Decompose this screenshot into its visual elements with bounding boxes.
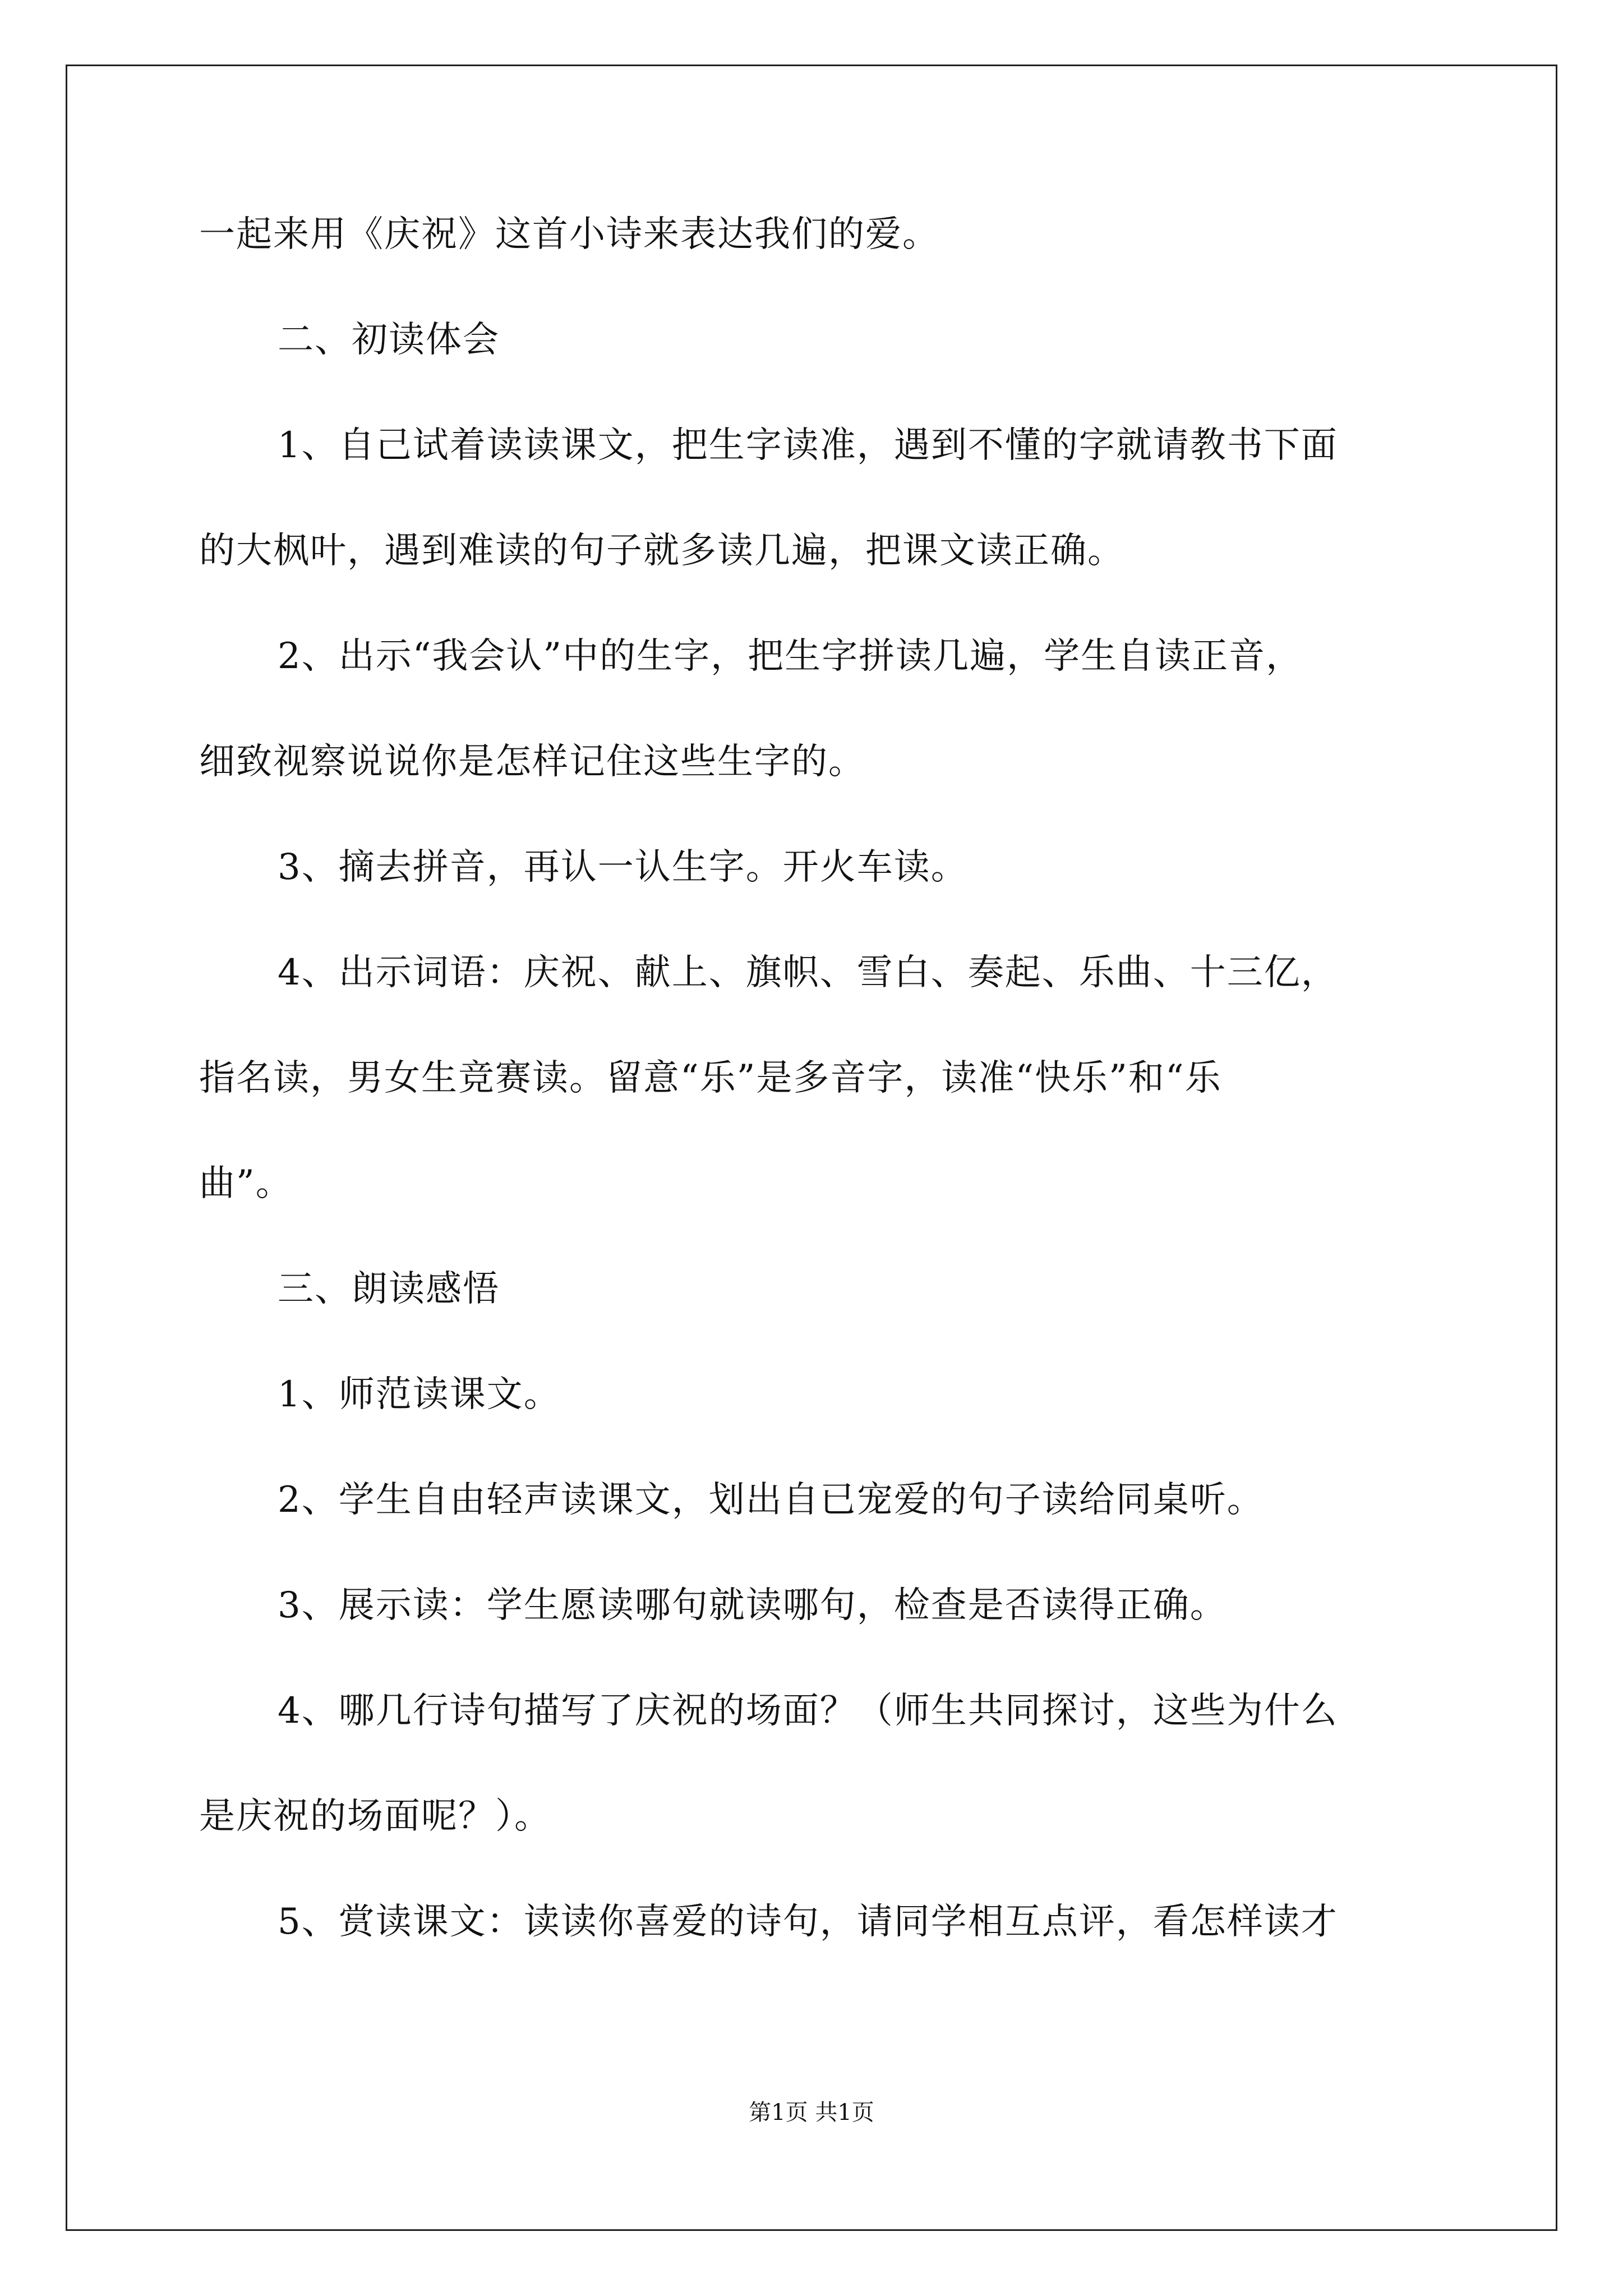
text-line: 细致视察说说你是怎样记住这些生字的。	[199, 741, 865, 783]
section-heading: 二、初读体会	[278, 319, 500, 361]
text-line: 5、赏读课文：读读你喜爱的诗句，请同学相互点评，看怎样读才	[278, 1901, 1338, 1943]
text-line: 的大枫叶，遇到难读的句子就多读几遍，把课文读正确。	[199, 530, 1124, 572]
section-heading: 三、朗读感悟	[278, 1268, 500, 1310]
page-number-footer: 第1页 共1页	[749, 2100, 874, 2125]
text-line: 4、哪几行诗句描写了庆祝的场面？（师生共同探讨，这些为什么	[278, 1690, 1338, 1732]
text-line: 指名读，男女生竞赛读。留意“乐”是多音字，读准“快乐”和“乐	[199, 1057, 1222, 1099]
text-line: 一起来用《庆祝》这首小诗来表达我们的爱。	[199, 214, 939, 255]
text-line: 3、展示读：学生愿读哪句就读哪句，检查是否读得正确。	[278, 1585, 1227, 1626]
text-line: 2、出示“我会认”中的生字，把生字拼读几遍，学生自读正音，	[278, 636, 1303, 677]
text-line: 3、摘去拼音，再认一认生字。开火车读。	[278, 846, 968, 888]
text-line: 4、出示词语：庆祝、献上、旗帜、雪白、奏起、乐曲、十三亿，	[278, 952, 1338, 993]
text-line: 是庆祝的场面呢？）。	[199, 1796, 551, 1837]
text-line: 1、自己试着读读课文，把生字读准，遇到不懂的字就请教书下面	[278, 425, 1338, 466]
text-line: 1、师范读课文。	[278, 1374, 561, 1415]
text-line: 2、学生自由轻声读课文，划出自已宠爱的句子读给同桌听。	[278, 1479, 1264, 1521]
text-line: 曲”。	[199, 1163, 293, 1204]
